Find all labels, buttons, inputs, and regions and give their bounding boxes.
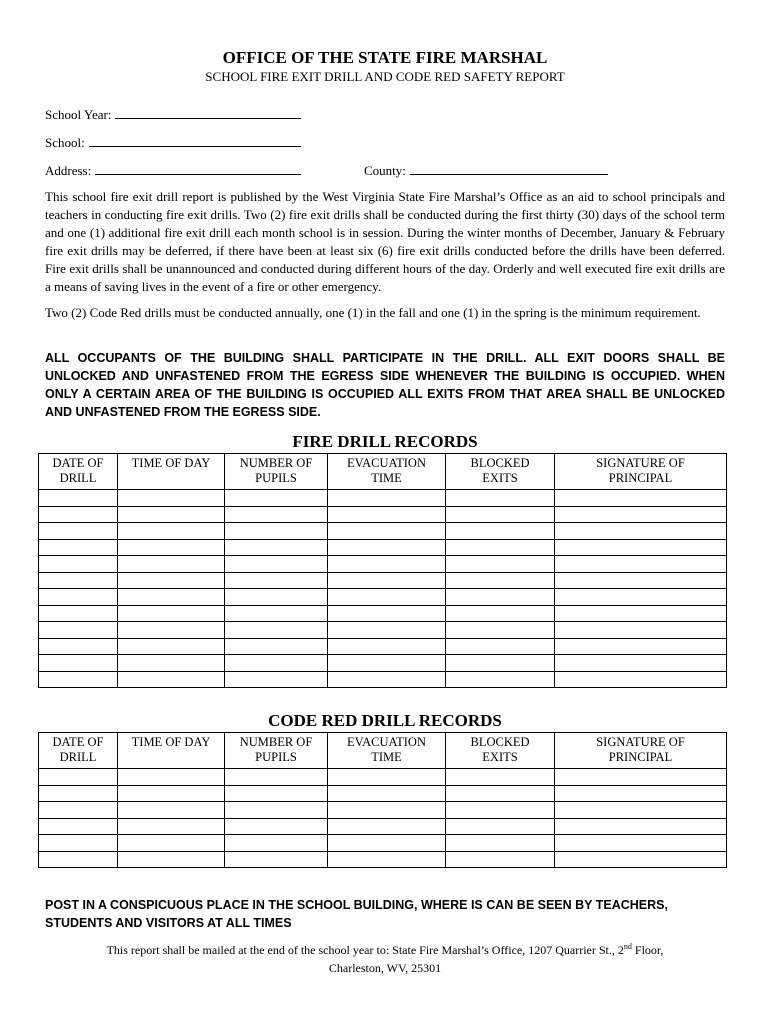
table-cell[interactable] [328, 490, 446, 507]
table-cell[interactable] [225, 622, 328, 639]
table-cell[interactable] [118, 671, 225, 688]
table-cell[interactable] [446, 818, 555, 835]
table-cell[interactable] [446, 490, 555, 507]
col-header-line1: EVACUATION [347, 735, 426, 749]
table-cell[interactable] [39, 769, 118, 786]
table-cell[interactable] [39, 851, 118, 868]
col-header-line1: DATE OF [52, 735, 104, 749]
page-title: OFFICE OF THE STATE FIRE MARSHAL [222, 48, 548, 67]
table-cell[interactable] [555, 818, 727, 835]
table-cell[interactable] [555, 671, 727, 688]
table-cell[interactable] [118, 802, 225, 819]
table-cell[interactable] [446, 589, 555, 606]
table-cell[interactable] [446, 851, 555, 868]
table-row [39, 572, 727, 589]
table-cell[interactable] [555, 655, 727, 672]
col-header-line2: TIME [371, 471, 402, 485]
table-cell[interactable] [225, 785, 328, 802]
table-row [39, 539, 727, 556]
table-cell[interactable] [118, 835, 225, 852]
table-cell[interactable] [225, 506, 328, 523]
col-header-line2: EXITS [482, 750, 518, 764]
table-row [39, 506, 727, 523]
table-cell[interactable] [328, 655, 446, 672]
table-cell[interactable] [446, 605, 555, 622]
table-cell[interactable] [446, 655, 555, 672]
col-time-of-day [118, 733, 225, 769]
table-cell[interactable] [118, 622, 225, 639]
table-cell[interactable] [118, 605, 225, 622]
table-cell[interactable] [446, 556, 555, 573]
table-cell[interactable] [328, 572, 446, 589]
table-cell[interactable] [555, 572, 727, 589]
table-cell[interactable] [328, 523, 446, 540]
table-cell[interactable] [555, 835, 727, 852]
table-cell[interactable] [118, 490, 225, 507]
table-cell[interactable] [39, 622, 118, 639]
school-year-field [45, 106, 301, 123]
table-cell[interactable] [225, 490, 328, 507]
table-cell[interactable] [328, 506, 446, 523]
county-field [364, 162, 608, 179]
table-cell[interactable] [118, 818, 225, 835]
county-label: County: [364, 163, 406, 178]
table-cell[interactable] [118, 572, 225, 589]
table-row [39, 785, 727, 802]
school-field [45, 134, 301, 151]
col-header-line2: EXITS [482, 471, 518, 485]
table-cell[interactable] [328, 769, 446, 786]
table-cell[interactable] [446, 835, 555, 852]
table-row [39, 671, 727, 688]
table-cell[interactable] [555, 506, 727, 523]
table-cell[interactable] [225, 671, 328, 688]
table-cell[interactable] [446, 671, 555, 688]
table-cell[interactable] [328, 818, 446, 835]
table-cell[interactable] [328, 671, 446, 688]
table-cell[interactable] [555, 523, 727, 540]
fire-drill-title: FIRE DRILL RECORDS [292, 432, 478, 451]
table-cell[interactable] [118, 655, 225, 672]
table-cell[interactable] [328, 802, 446, 819]
table-cell[interactable] [328, 622, 446, 639]
col-header-line2: TIME [371, 750, 402, 764]
table-cell[interactable] [555, 556, 727, 573]
table-row [39, 556, 727, 573]
col-date-of-drill [39, 733, 118, 769]
table-cell[interactable] [555, 539, 727, 556]
col-blocked-exits [446, 454, 555, 490]
table-cell[interactable] [225, 605, 328, 622]
table-row [39, 523, 727, 540]
code-red-header-row [39, 733, 727, 769]
table-cell[interactable] [225, 523, 328, 540]
school-input-line[interactable] [89, 134, 301, 147]
table-cell[interactable] [39, 671, 118, 688]
address-label: Address: [45, 163, 92, 178]
address-field [45, 162, 301, 179]
table-cell[interactable] [225, 556, 328, 573]
table-cell[interactable] [446, 785, 555, 802]
col-header-line1: SIGNATURE OF [596, 735, 685, 749]
table-cell[interactable] [39, 556, 118, 573]
address-input-line[interactable] [95, 162, 301, 175]
table-cell[interactable] [446, 539, 555, 556]
table-cell[interactable] [118, 523, 225, 540]
table-cell[interactable] [39, 589, 118, 606]
table-cell[interactable] [555, 490, 727, 507]
table-cell[interactable] [118, 638, 225, 655]
table-cell[interactable] [118, 785, 225, 802]
col-header-line2: PRINCIPAL [608, 471, 673, 485]
table-row [39, 769, 727, 786]
school-year-input-line[interactable] [115, 106, 301, 119]
table-cell[interactable] [446, 572, 555, 589]
table-cell[interactable] [555, 851, 727, 868]
col-header-line2: PUPILS [255, 750, 297, 764]
table-row [39, 851, 727, 868]
table-cell[interactable] [446, 523, 555, 540]
col-header-line1: NUMBER OF [239, 735, 313, 749]
table-cell[interactable] [39, 638, 118, 655]
col-header-line2: PUPILS [255, 471, 297, 485]
table-cell[interactable] [39, 523, 118, 540]
table-row [39, 622, 727, 639]
col-header-line1: EVACUATION [347, 456, 426, 470]
table-cell[interactable] [118, 556, 225, 573]
post-notice: POST IN A CONSPICUOUS PLACE IN THE SCHOOL BUILDING, WHERE IS CAN BE SEEN BY TEACHERS, STUDENTS AND VISITORS AT ALL TIMES [45, 898, 668, 930]
table-cell[interactable] [446, 802, 555, 819]
table-cell[interactable] [39, 605, 118, 622]
table-cell[interactable] [225, 655, 328, 672]
table-cell[interactable] [118, 769, 225, 786]
col-header-line2: DRILL [59, 750, 97, 764]
table-cell[interactable] [39, 506, 118, 523]
table-cell[interactable] [446, 622, 555, 639]
footer-text-end: Floor, [631, 943, 664, 957]
table-cell[interactable] [328, 785, 446, 802]
table-cell[interactable] [328, 851, 446, 868]
school-label: School: [45, 135, 85, 150]
col-signature-of-principal [555, 454, 727, 490]
table-cell[interactable] [328, 539, 446, 556]
table-cell[interactable] [225, 589, 328, 606]
col-header-line2: DRILL [59, 471, 97, 485]
fire-drill-header-row [39, 454, 727, 490]
col-header-line1: SIGNATURE OF [596, 456, 685, 470]
table-cell[interactable] [118, 539, 225, 556]
table-row [39, 605, 727, 622]
table-cell[interactable] [39, 785, 118, 802]
table-cell[interactable] [225, 818, 328, 835]
table-cell[interactable] [118, 506, 225, 523]
table-cell[interactable] [446, 638, 555, 655]
table-row [39, 655, 727, 672]
footer-address-line1 [0, 942, 770, 958]
table-cell[interactable] [39, 818, 118, 835]
col-time-of-day [118, 454, 225, 490]
col-evacuation-time [328, 454, 446, 490]
county-input-line[interactable] [410, 162, 608, 175]
table-row [39, 802, 727, 819]
table-row [39, 589, 727, 606]
table-cell[interactable] [39, 490, 118, 507]
col-signature-of-principal [555, 733, 727, 769]
fire-drill-table [38, 453, 727, 688]
col-header-line1: BLOCKED [470, 456, 530, 470]
col-date-of-drill [39, 454, 118, 490]
col-header-line1: TIME OF DAY [131, 735, 211, 749]
code-red-drill-title: CODE RED DRILL RECORDS [268, 711, 502, 730]
table-cell[interactable] [328, 605, 446, 622]
table-cell[interactable] [225, 802, 328, 819]
col-evacuation-time [328, 733, 446, 769]
table-cell[interactable] [555, 622, 727, 639]
table-cell[interactable] [118, 589, 225, 606]
col-header-line2: PRINCIPAL [608, 750, 673, 764]
table-cell[interactable] [39, 835, 118, 852]
code-red-drill-table [38, 732, 727, 868]
col-number-of-pupils [225, 454, 328, 490]
table-cell[interactable] [446, 506, 555, 523]
page-subtitle: SCHOOL FIRE EXIT DRILL AND CODE RED SAFETY REPORT [205, 69, 565, 84]
table-cell[interactable] [328, 556, 446, 573]
table-row [39, 818, 727, 835]
col-header-line1: BLOCKED [470, 735, 530, 749]
table-cell[interactable] [118, 851, 225, 868]
table-cell[interactable] [555, 802, 727, 819]
table-cell[interactable] [446, 769, 555, 786]
table-row [39, 835, 727, 852]
table-cell[interactable] [225, 769, 328, 786]
col-number-of-pupils [225, 733, 328, 769]
table-cell[interactable] [225, 851, 328, 868]
occupants-notice: ALL OCCUPANTS OF THE BUILDING SHALL PARTICIPATE IN THE DRILL. ALL EXIT DOORS SHALL BE UNLOCKED AND UNFASTENED FROM THE EGRESS SIDE WHENEVER THE BUILDING IS OCCUPIED. WHEN ONLY A CERTAIN AREA OF THE BUILDING IS OCCUPIED ALL EXITS FROM THAT AREA SHALL BE UNLOCKED AND UNFASTENED FROM THE EGRESS SIDE. [45, 351, 725, 419]
table-cell[interactable] [39, 572, 118, 589]
table-cell[interactable] [328, 835, 446, 852]
table-cell[interactable] [225, 572, 328, 589]
table-cell[interactable] [225, 835, 328, 852]
table-cell[interactable] [39, 802, 118, 819]
table-cell[interactable] [328, 638, 446, 655]
footer-superscript: nd [623, 942, 632, 951]
table-cell[interactable] [555, 769, 727, 786]
col-header-line1: DATE OF [52, 456, 104, 470]
table-cell[interactable] [555, 638, 727, 655]
school-year-label: School Year: [45, 107, 112, 122]
table-row [39, 638, 727, 655]
code-red-paragraph: Two (2) Code Red drills must be conducted annually, one (1) in the fall and one (1) in the spring is the minimum requirement. [45, 305, 701, 320]
table-cell[interactable] [225, 539, 328, 556]
table-cell[interactable] [39, 655, 118, 672]
table-cell[interactable] [555, 589, 727, 606]
footer-address-line2: Charleston, WV, 25301 [328, 961, 442, 975]
table-cell[interactable] [328, 589, 446, 606]
col-blocked-exits [446, 733, 555, 769]
col-header-line1: TIME OF DAY [131, 456, 211, 470]
table-cell[interactable] [555, 785, 727, 802]
table-cell[interactable] [225, 638, 328, 655]
table-row [39, 490, 727, 507]
footer-text: This report shall be mailed at the end of the school year to: State Fire Marshal’s Office, 1207 Quarrier St., 2 [106, 943, 624, 957]
table-cell[interactable] [39, 539, 118, 556]
col-header-line1: NUMBER OF [239, 456, 313, 470]
table-cell[interactable] [555, 605, 727, 622]
intro-paragraph: This school fire exit drill report is published by the West Virginia State Fire Marshal’s Office as an aid to school principals and teachers in conducting fire exit drills. Two (2) fire exit drills shall be conducted during the first thirty (30) days of the school term and one (1) additional fire exit drill each month school is in session. During the winter months of December, January & February fire exit drills may be deferred, if there have been at least six (6) fire exit drills conducted before the drills have been deferred. Fire exit drills shall be unannounced and conducted during different hours of the day. Orderly and well executed fire exit drills are a means of saving lives in the event of a fire or other emergency. [45, 189, 725, 294]
